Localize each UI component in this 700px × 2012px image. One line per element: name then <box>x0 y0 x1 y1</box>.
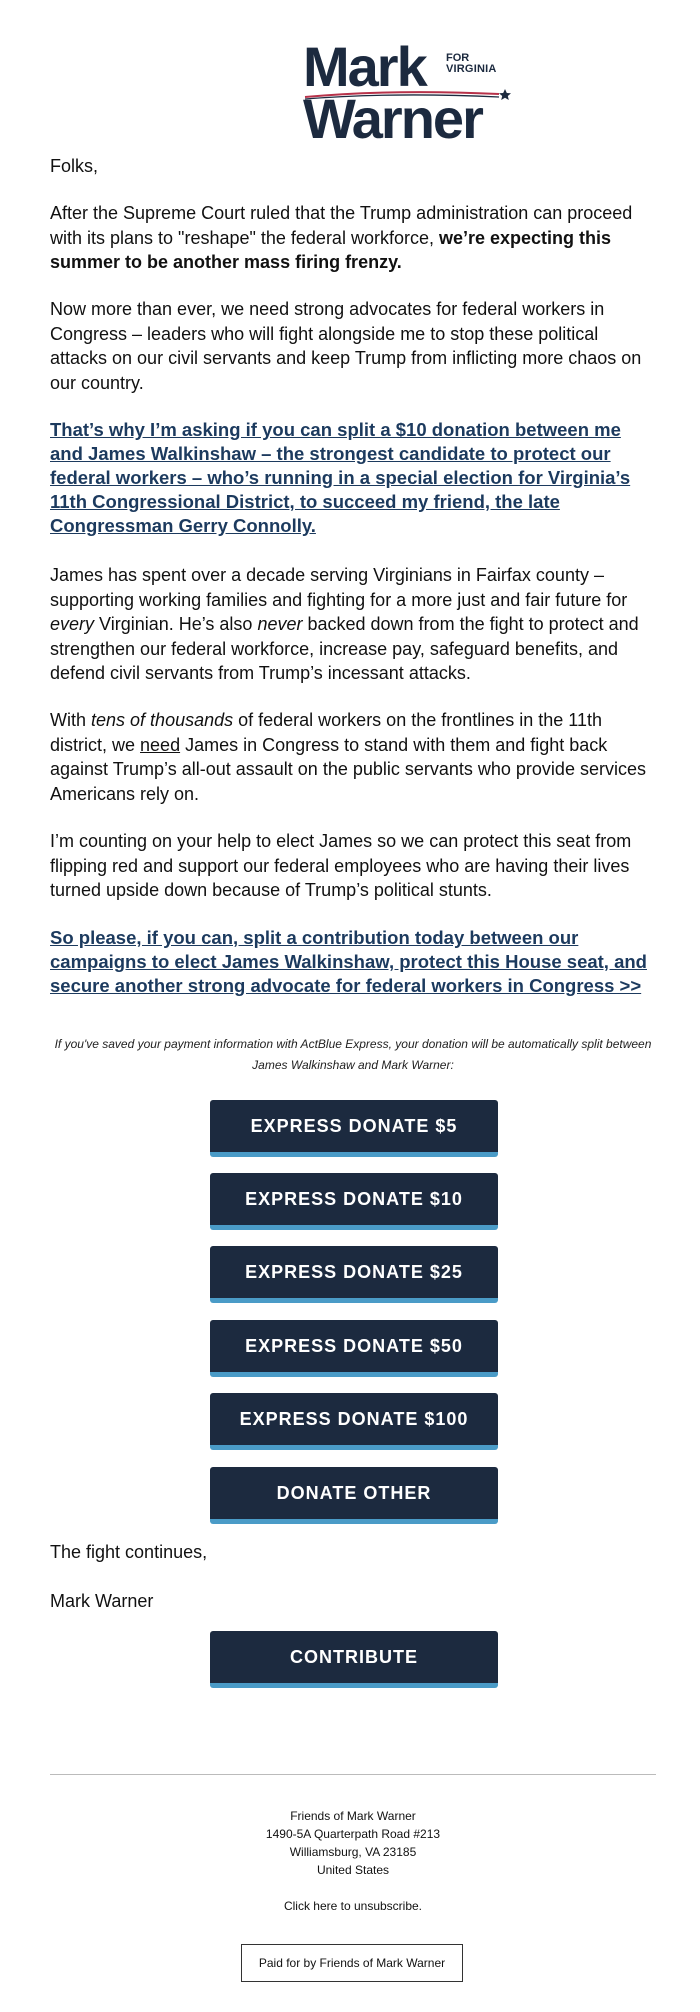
footer-address-1: 1490-5A Quarterpath Road #213 <box>265 1827 441 1841</box>
p5-text: I’m counting on your help to elect James so we can protect this seat from flipping red and support our federal employees who are having their lives turned upside down because of Trump’s political stunts. <box>50 831 632 900</box>
p4-e: James in Congress to stand with them and fight back against Trump’s all-out assault on the public servants who provide services Americans rely on. <box>50 734 646 804</box>
paid-for-disclaimer: Paid for by Friends of Mark Warner <box>241 1944 463 1982</box>
express-note: If you've saved your payment information with ActBlue Express, your donation will be automatically split between James Walkinshaw and Mark Warner: <box>54 1037 652 1072</box>
footer-country: United States <box>316 1863 390 1877</box>
greeting <box>50 154 656 179</box>
footer-address-2: Williamsburg, VA 23185 <box>289 1845 417 1859</box>
p4-a: With <box>50 710 92 730</box>
p3-a: James has spent over a decade serving Virginians in Fairfax county – supporting working families and fighting for a more just and fair future for <box>50 565 628 610</box>
signoff <box>50 1540 656 1565</box>
p3-e: backed down from the fight to protect and strengthen our federal workforce, increase pay, safeguard benefits, and defend civil servants from Trump’s incessant attacks. <box>50 614 639 683</box>
p3-emph-never: never <box>257 614 303 634</box>
signoff-text: The fight continues, <box>50 1542 208 1562</box>
contribute-button[interactable]: CONTRIBUTE <box>210 1631 498 1688</box>
unsubscribe-link[interactable]: Click here to unsubscribe. <box>283 1899 423 1913</box>
logo-for: FOR <box>446 52 470 64</box>
paragraph-3 <box>50 563 656 686</box>
campaign-logo[interactable] <box>253 35 513 150</box>
paragraph-2 <box>50 297 656 395</box>
cta-1-text[interactable]: That’s why I’m asking if you can split a $10 donation between me and James Walkinshaw – the strongest candidate to protect our federal workers – who’s running in a special election for Virginia’s 11th Congressional District, to succeed my friend, the late Congressman Gerry Connolly. <box>50 419 631 536</box>
express-donate-50-button[interactable]: EXPRESS DONATE $50 <box>210 1320 498 1377</box>
express-donate-100-button[interactable]: EXPRESS DONATE $100 <box>210 1393 498 1450</box>
p4-c: of federal workers on the frontlines in the 11th district, we <box>50 710 603 755</box>
express-donate-10-button[interactable]: EXPRESS DONATE $10 <box>210 1173 498 1230</box>
logo-last-name: Warner <box>303 87 482 150</box>
express-donate-5-button[interactable]: EXPRESS DONATE $5 <box>210 1100 498 1157</box>
paragraph-1 <box>50 201 656 275</box>
p1-text: After the Supreme Court ruled that the Trump administration can proceed with its plans to "reshape" the federal workforce, <box>50 203 633 248</box>
logo-state: VIRGINIA <box>446 63 497 75</box>
p4-emph: tens of thousands <box>91 710 234 730</box>
donate-other-button[interactable]: DONATE OTHER <box>210 1467 498 1524</box>
signature <box>50 1589 656 1614</box>
p1-bold: we’re expecting this summer to be another mass firing frenzy. <box>50 227 612 272</box>
footer-divider <box>50 1774 656 1775</box>
p2-text: Now more than ever, we need strong advocates for federal workers in Congress – leaders who will fight alongside me to stop these political attacks on our civil servants and keep Trump from inflicting more chaos on our country. <box>50 299 642 393</box>
p4-underline-need: need <box>140 734 181 755</box>
paragraph-5 <box>50 829 656 903</box>
p3-emph-every: every <box>50 614 95 634</box>
cta-2-text[interactable]: So please, if you can, split a contribution today between our campaigns to elect James Walkinshaw, protect this House seat, and secure another strong advocate for federal workers in Congress >> <box>50 927 647 996</box>
footer-org: Friends of Mark Warner <box>290 1809 416 1823</box>
logo-first-name: Mark <box>303 35 426 98</box>
signature-text: Mark Warner <box>50 1591 154 1611</box>
paragraph-4 <box>50 708 656 806</box>
express-donate-25-button[interactable]: EXPRESS DONATE $25 <box>210 1246 498 1303</box>
cta-link-1[interactable] <box>50 418 656 538</box>
cta-link-2[interactable] <box>50 926 656 998</box>
greeting-text: Folks, <box>50 156 99 176</box>
p3-c: Virginian. He’s also <box>94 614 258 634</box>
